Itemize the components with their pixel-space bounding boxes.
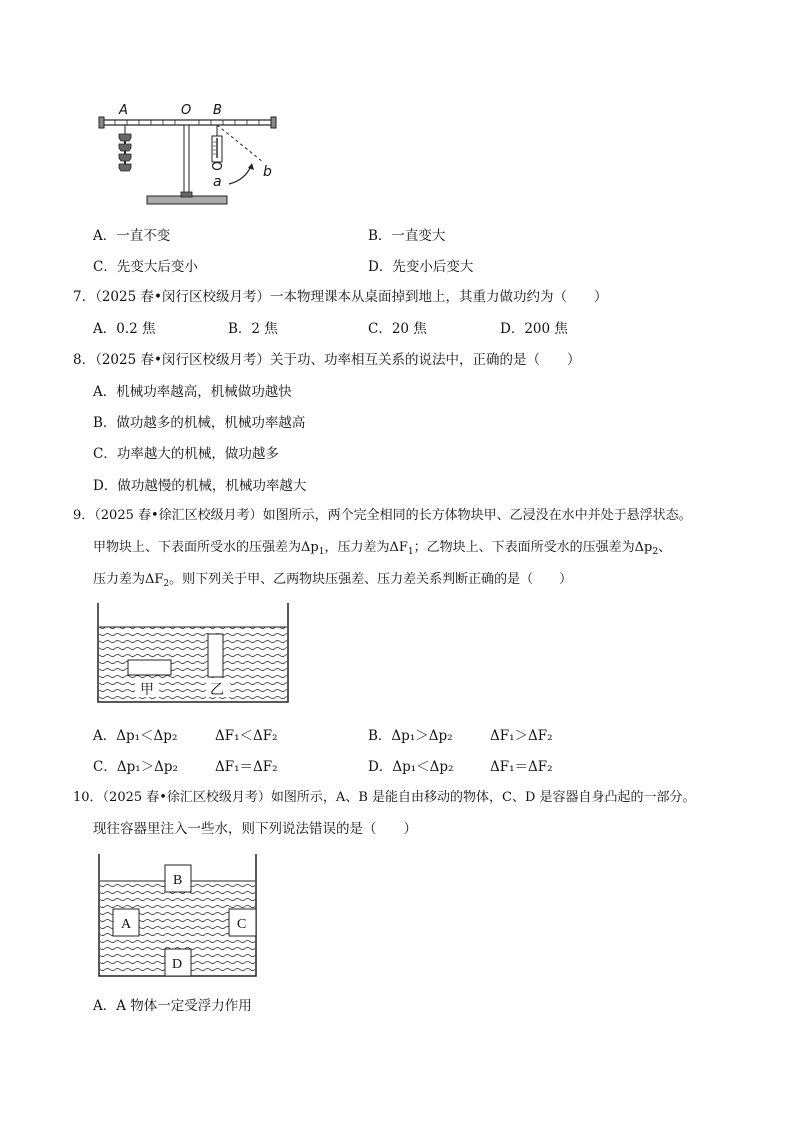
q9-option-c: C．Δp₁＞Δp₂	[93, 759, 178, 775]
q7-option-a: A．0.2 焦	[93, 321, 156, 337]
label-protrusion-c: C	[237, 917, 247, 932]
q6-option-a: A．一直不变	[93, 228, 171, 244]
lever-label-O: O	[181, 103, 192, 118]
spring-scale	[212, 125, 222, 170]
q9-option-b: B．Δp₁＞Δp₂	[368, 728, 453, 744]
lever-right-knob	[271, 117, 276, 128]
lever-beam	[103, 120, 273, 125]
q7-stem: 7．（2025 春•闵行区校级月考）一本物理课本从桌面掉到地上，其重力做功约为（ ）	[73, 289, 608, 305]
q10-stem-line2: 现往容器里注入一些水，则下列说法错误的是（ ）	[93, 821, 417, 837]
q8-option-b: B．做功越多的机械，机械功率越高	[93, 415, 306, 431]
q9-stem-line2: 甲物块上、下表面所受水的压强差为$\Delta p_1$，压力差为$\Delta F_1$；乙物块上、下表面所受水的压强差为$\Delta p_2$、	[93, 540, 672, 557]
lever-label-B: B	[213, 103, 222, 118]
block-jia	[128, 660, 171, 675]
lever-left-knob	[99, 117, 104, 128]
q10-stem-line1: 10．（2025 春•徐汇区校级月考）如图所示，A、B 是能自由移动的物体，C、D 是容器自身凸起的一部分。	[73, 790, 696, 805]
q7-option-b: B．2 焦	[228, 321, 278, 337]
q9-option-b-force: ΔF₁＞ΔF₂	[490, 728, 553, 744]
rotation-arrow	[229, 166, 251, 184]
q9-option-c-force: ΔF₁＝ΔF₂	[215, 759, 278, 775]
q8-stem: 8．（2025 春•闵行区校级月考）关于功、功率相互关系的说法中，正确的是（ ）	[73, 352, 581, 368]
label-protrusion-d: D	[172, 957, 183, 972]
q9-option-d-force: ΔF₁＝ΔF₂	[490, 759, 553, 775]
lever-label-a: a	[213, 174, 222, 190]
q8-option-a: A．机械功率越高，机械做功越快	[93, 384, 292, 400]
q8-option-d: D．做功越慢的机械，机械功率越大	[93, 478, 307, 494]
lever-label-b: b	[263, 164, 272, 180]
q9-option-a-force: ΔF₁＜ΔF₂	[215, 728, 278, 744]
lever-stand	[184, 125, 189, 194]
q6-option-b: B．一直变大	[368, 228, 446, 244]
lever-figure	[95, 100, 285, 212]
block-yi	[208, 634, 223, 677]
q10-option-a: A．A 物体一定受浮力作用	[93, 998, 252, 1014]
q9-water	[99, 627, 287, 701]
q9-option-d: D．Δp₁＜Δp₂	[368, 759, 454, 775]
q10-container-figure	[95, 854, 261, 980]
force-direction-dashed-line	[217, 125, 263, 162]
q9-option-a: A．Δp₁＜Δp₂	[93, 728, 178, 744]
hanging-weights	[119, 125, 131, 171]
label-object-b: B	[173, 873, 183, 888]
q6-option-c: C．先变大后变小	[93, 259, 198, 275]
q9-stem-line1: 9．（2025 春•徐汇区校级月考）如图所示，两个完全相同的长方体物块甲、乙浸没在水中并处于悬浮状态。	[73, 508, 692, 523]
q6-option-d: D．先变小后变大	[368, 259, 474, 275]
q8-option-c: C．功率越大的机械，做功越多	[93, 446, 279, 462]
label-object-a: A	[121, 917, 132, 932]
label-jia: 甲	[140, 682, 154, 698]
lever-label-A: A	[119, 103, 128, 118]
q9-stem-line3: 压力差为$\Delta F_2$。则下列关于甲、乙两物块压强差、压力差关系判断正确的是（ ）	[93, 572, 573, 589]
q7-option-c: C．20 焦	[368, 321, 427, 337]
q7-option-d: D．200 焦	[500, 321, 568, 337]
q9-container-figure	[95, 603, 291, 705]
label-yi: 乙	[210, 682, 224, 698]
